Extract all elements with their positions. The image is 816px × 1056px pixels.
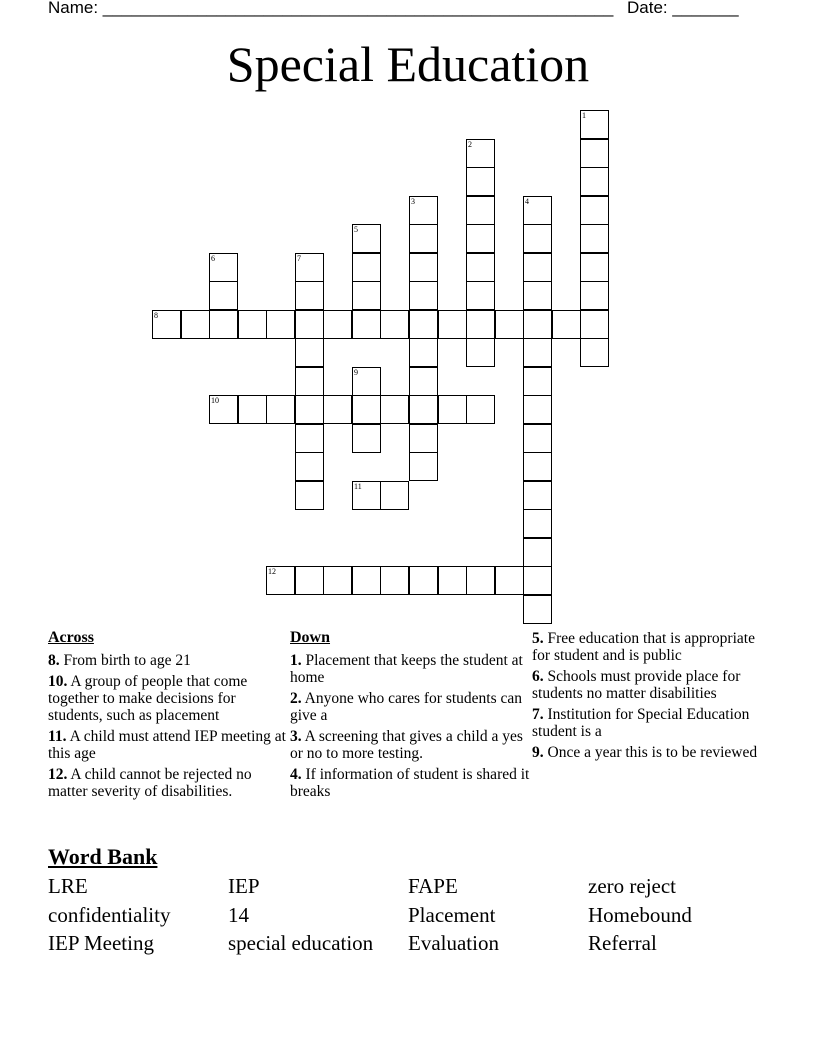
crossword-cell[interactable] <box>466 196 495 225</box>
crossword-cell[interactable] <box>323 566 352 595</box>
crossword-cell[interactable] <box>523 224 552 253</box>
crossword-cell[interactable] <box>580 253 609 282</box>
word-bank-word: IEP <box>228 874 260 898</box>
crossword-cell[interactable] <box>580 224 609 253</box>
word-bank-word: Homebound <box>588 903 692 927</box>
crossword-cell[interactable] <box>552 310 581 339</box>
crossword-cell[interactable] <box>466 310 495 339</box>
crossword-cell[interactable] <box>352 424 381 453</box>
word-bank-word: special education <box>228 931 374 955</box>
word-bank-word: Evaluation <box>408 931 499 955</box>
crossword-cell[interactable] <box>438 310 467 339</box>
word-bank-word: Placement <box>408 903 496 927</box>
crossword-cell[interactable] <box>380 395 409 424</box>
crossword-cell[interactable] <box>409 395 438 424</box>
crossword-cell[interactable] <box>152 310 181 339</box>
crossword-cell[interactable] <box>466 338 495 367</box>
crossword-cell[interactable] <box>409 338 438 367</box>
crossword-cell[interactable] <box>466 167 495 196</box>
crossword-cell[interactable] <box>295 253 324 282</box>
crossword-cell[interactable] <box>409 367 438 396</box>
word-bank-word: IEP Meeting <box>48 931 154 955</box>
crossword-cell[interactable] <box>380 310 409 339</box>
crossword-cell[interactable] <box>580 196 609 225</box>
crossword-cell[interactable] <box>409 196 438 225</box>
crossword-cell[interactable] <box>352 395 381 424</box>
crossword-cell[interactable] <box>380 481 409 510</box>
clue-down-1: 1. Placement that keeps the student at home <box>290 652 523 686</box>
name-field-label: Name: ______________________________________________________ <box>48 0 614 17</box>
crossword-cell[interactable] <box>209 253 238 282</box>
crossword-cell[interactable] <box>266 566 295 595</box>
down-clues <box>290 628 530 804</box>
word-bank-word: Referral <box>588 931 657 955</box>
clue-number: 8 <box>154 311 158 320</box>
clue-across-8: 8. From birth to age 21 <box>48 652 191 669</box>
crossword-cell[interactable] <box>523 196 552 225</box>
crossword-cell[interactable] <box>352 566 381 595</box>
crossword-cell[interactable] <box>295 310 324 339</box>
crossword-cell[interactable] <box>266 395 295 424</box>
crossword-cell[interactable] <box>523 595 552 624</box>
crossword-cell[interactable] <box>466 566 495 595</box>
word-bank-title: Word Bank <box>48 844 158 869</box>
crossword-cell[interactable] <box>466 395 495 424</box>
word-bank-word: FAPE <box>408 874 458 898</box>
crossword-cell[interactable] <box>580 139 609 168</box>
crossword-cell[interactable] <box>238 395 267 424</box>
crossword-cell[interactable] <box>523 566 552 595</box>
crossword-cell[interactable] <box>523 452 552 481</box>
clue-number: 4 <box>525 197 529 206</box>
clue-down-6: 6. Schools must provide place for students no matter disabilities <box>532 668 741 702</box>
crossword-cell[interactable] <box>295 367 324 396</box>
crossword-cell[interactable] <box>295 281 324 310</box>
crossword-cell[interactable] <box>466 139 495 168</box>
clue-down-9: 9. Once a year this is to be reviewed <box>532 744 758 761</box>
clue-number: 12 <box>268 567 276 576</box>
crossword-cell[interactable] <box>266 310 295 339</box>
crossword-cell[interactable] <box>409 224 438 253</box>
crossword-cell[interactable] <box>295 481 324 510</box>
date-field-label: Date: _______ <box>627 0 739 17</box>
page-title: Special Education <box>226 36 590 92</box>
crossword-cell[interactable] <box>580 110 609 139</box>
clue-number: 10 <box>211 396 219 405</box>
crossword-cell[interactable] <box>352 481 381 510</box>
crossword-cell[interactable] <box>523 253 552 282</box>
crossword-cell[interactable] <box>438 566 467 595</box>
crossword-cell[interactable] <box>495 310 524 339</box>
across-clues <box>48 628 288 804</box>
crossword-cell[interactable] <box>466 224 495 253</box>
crossword-cell[interactable] <box>352 224 381 253</box>
crossword-cell[interactable] <box>295 566 324 595</box>
crossword-cell[interactable] <box>523 338 552 367</box>
crossword-cell[interactable] <box>523 367 552 396</box>
crossword-cell[interactable] <box>523 310 552 339</box>
crossword-cell[interactable] <box>409 452 438 481</box>
clue-across-11: 11. A child must attend IEP meeting at this age <box>48 728 286 762</box>
crossword-cell[interactable] <box>209 281 238 310</box>
word-bank-word: confidentiality <box>48 903 171 927</box>
clue-number: 3 <box>411 197 415 206</box>
clue-down-7: 7. Institution for Special Education student is a <box>532 706 750 740</box>
crossword-cell[interactable] <box>495 566 524 595</box>
clue-number: 7 <box>297 254 301 263</box>
crossword-cell[interactable] <box>352 253 381 282</box>
word-bank-word: LRE <box>48 874 88 898</box>
word-bank-word: 14 <box>228 903 249 927</box>
clue-number: 6 <box>211 254 215 263</box>
crossword-cell[interactable] <box>523 538 552 567</box>
crossword-cell[interactable] <box>295 395 324 424</box>
crossword-cell[interactable] <box>295 338 324 367</box>
crossword-cell[interactable] <box>209 310 238 339</box>
crossword-cell[interactable] <box>580 338 609 367</box>
clue-down-5: 5. Free education that is appropriate for student and is public <box>532 630 755 664</box>
crossword-cell[interactable] <box>409 566 438 595</box>
crossword-cell[interactable] <box>466 281 495 310</box>
crossword-cell[interactable] <box>181 310 210 339</box>
crossword-cell[interactable] <box>523 395 552 424</box>
crossword-cell[interactable] <box>523 509 552 538</box>
across-heading: Across <box>48 629 94 646</box>
clue-down-3: 3. A screening that gives a child a yes or no to more testing. <box>290 728 523 762</box>
clue-down-4: 4. If information of student is shared it breaks <box>290 766 530 800</box>
clue-number: 2 <box>468 140 472 149</box>
clue-down-2: 2. Anyone who cares for students can give a <box>290 690 523 724</box>
crossword-cell[interactable] <box>295 424 324 453</box>
clue-number: 5 <box>354 225 358 234</box>
crossword-cell[interactable] <box>209 395 238 424</box>
crossword-cell[interactable] <box>523 281 552 310</box>
down-heading: Down <box>290 629 331 646</box>
down-clues-continued <box>532 630 772 765</box>
crossword-cell[interactable] <box>295 452 324 481</box>
crossword-cell[interactable] <box>523 424 552 453</box>
crossword-cell[interactable] <box>352 367 381 396</box>
crossword-cell[interactable] <box>409 253 438 282</box>
clue-number: 11 <box>354 482 362 491</box>
crossword-cell[interactable] <box>352 281 381 310</box>
crossword-cell[interactable] <box>580 310 609 339</box>
clue-number: 9 <box>354 368 358 377</box>
crossword-cell[interactable] <box>238 310 267 339</box>
crossword-cell[interactable] <box>523 481 552 510</box>
crossword-cell[interactable] <box>352 310 381 339</box>
crossword-cell[interactable] <box>580 167 609 196</box>
crossword-cell[interactable] <box>323 395 352 424</box>
clue-across-10: 10. A group of people that come together to make decisions for students, such as placement <box>48 673 248 724</box>
crossword-cell[interactable] <box>409 310 438 339</box>
crossword-cell[interactable] <box>580 281 609 310</box>
crossword-cell[interactable] <box>466 253 495 282</box>
clue-number: 1 <box>582 111 586 120</box>
clue-across-12: 12. A child cannot be rejected no matter severity of disabilities. <box>48 766 252 800</box>
word-bank-word: zero reject <box>588 874 677 898</box>
crossword-cell[interactable] <box>409 424 438 453</box>
crossword-cell[interactable] <box>323 310 352 339</box>
crossword-cell[interactable] <box>438 395 467 424</box>
crossword-cell[interactable] <box>380 566 409 595</box>
crossword-cell[interactable] <box>409 281 438 310</box>
